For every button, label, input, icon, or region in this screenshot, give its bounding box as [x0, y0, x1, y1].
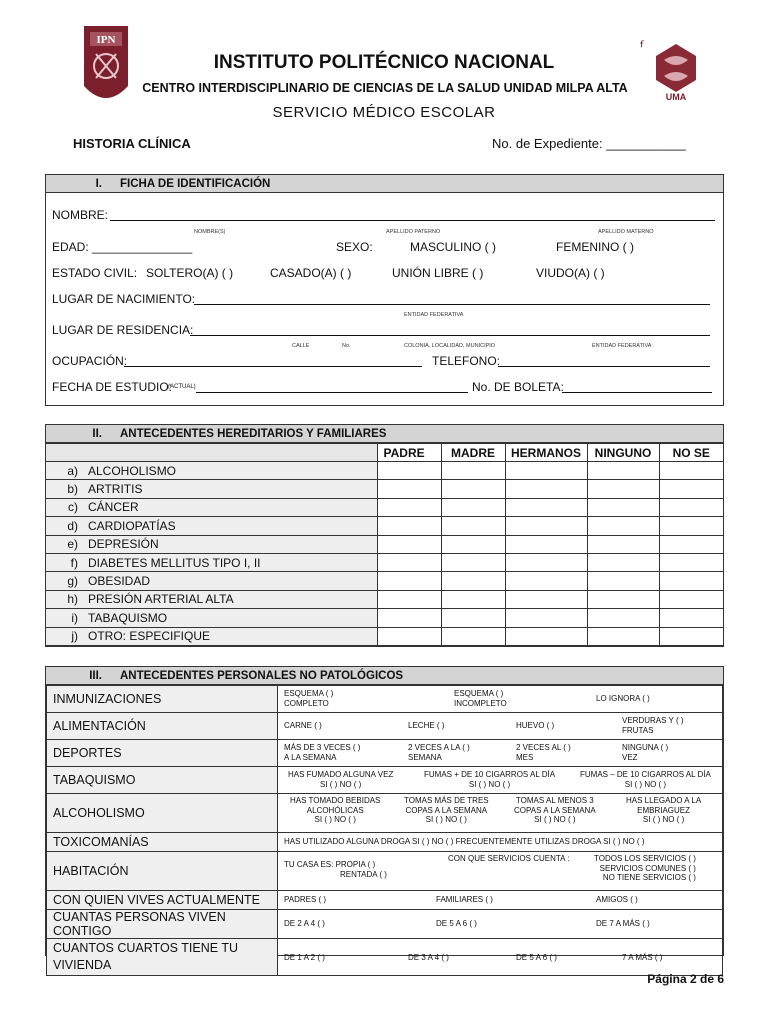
checkbox-cell[interactable]	[377, 609, 441, 627]
checkbox-cell[interactable]	[505, 627, 587, 645]
checkbox-cell[interactable]	[441, 517, 505, 535]
row-label: HABITACIÓN	[47, 852, 278, 891]
hereditario-row: c) CÁNCER	[46, 498, 723, 516]
option-text[interactable]: 2 VECES AL ( ) MES	[516, 743, 571, 762]
checkbox-cell[interactable]	[377, 535, 441, 553]
checkbox-cell[interactable]	[659, 572, 723, 590]
row-label: DEPORTES	[47, 740, 278, 767]
row-label: CUANTOS CUARTOS TIENE TU VIVIENDA	[47, 939, 278, 976]
row-label: CON QUIEN VIVES ACTUALMENTE	[47, 891, 278, 910]
option-text[interactable]: NINGUNA ( ) VEZ	[622, 743, 669, 762]
institution-title: INSTITUTO POLITÉCNICO NACIONAL	[213, 52, 555, 73]
checkbox-cell[interactable]	[441, 590, 505, 608]
option-text[interactable]: DE 5 A 6 ( )	[516, 953, 557, 962]
checkbox-cell[interactable]	[505, 553, 587, 571]
checkbox-cell[interactable]	[659, 462, 723, 480]
hereditario-row: i) TABAQUISMO	[46, 609, 723, 627]
hereditario-row: g) OBESIDAD	[46, 572, 723, 590]
checkbox-cell[interactable]	[659, 627, 723, 645]
option-text[interactable]: CON QUE SERVICIOS CUENTA :	[448, 854, 570, 863]
checkbox-cell[interactable]	[505, 480, 587, 498]
option-text[interactable]: TODOS LOS SERVICIOS ( ) SERVICIOS COMUNES ( ) NO TIENE SERVICIOS ( )	[594, 854, 696, 882]
checkbox-cell[interactable]	[587, 553, 659, 571]
checkbox-cell[interactable]	[587, 462, 659, 480]
hereditario-row: h) PRESIÓN ARTERIAL ALTA	[46, 590, 723, 608]
hereditario-row: a) ALCOHOLISMO	[46, 462, 723, 480]
option-text[interactable]: DE 2 A 4 ( )	[284, 919, 325, 928]
checkbox-cell[interactable]	[441, 609, 505, 627]
option-text[interactable]: FUMAS + DE 10 CIGARROS AL DÍA SI ( ) NO ( )	[424, 770, 556, 789]
checkbox-cell[interactable]	[659, 535, 723, 553]
checkbox-cell[interactable]	[659, 553, 723, 571]
checkbox-cell[interactable]	[587, 480, 659, 498]
option-text[interactable]: LECHE ( )	[408, 721, 445, 730]
option-text[interactable]: TU CASA ES: PROPIA ( ) RENTADA ( )	[284, 860, 387, 879]
checkbox-cell[interactable]	[587, 590, 659, 608]
checkbox-cell[interactable]	[587, 517, 659, 535]
option-text[interactable]: DE 3 A 4 ( )	[408, 953, 449, 962]
option-text[interactable]: DE 7 A MÁS ( )	[596, 919, 650, 928]
option-text[interactable]: LO IGNORA ( )	[596, 694, 650, 703]
row-label: TOXICOMANÍAS	[47, 833, 278, 852]
service-title: SERVICIO MÉDICO ESCOLAR	[272, 104, 496, 121]
checkbox-cell[interactable]	[377, 462, 441, 480]
checkbox-cell[interactable]	[659, 517, 723, 535]
hereditario-row: d) CARDIOPATÍAS	[46, 517, 723, 535]
option-text[interactable]: 7 A MÁS ( )	[622, 953, 663, 962]
checkbox-cell[interactable]	[505, 609, 587, 627]
checkbox-cell[interactable]	[587, 535, 659, 553]
section-personales: III. ANTECEDENTES PERSONALES NO PATOLÓGICOS INMUNIZACIONES ESQUEMA ( ) COMPLETO ESQUEMA ( ) INCOMPLETO LO IGNORA ( ) ALIMENTACIÓN CARNE ( ) LECHE ( ) HUEVO ( ) VERDURAS Y ( ) FRUTAS DEPORTES MÁS DE 3 VECES ( ) A LA SEMANA 2 VECES A LA ( ) SEMANA 2 VECES AL ( ) MES NINGUNA ( ) VEZ TABAQUISMO HAS FUMADO ALGUNA VEZ SI ( ) NO ( ) FUMAS + DE 10 CIGARROS AL DÍA SI ( ) NO ( ) FUMAS – DE 10 CIGARROS AL DÍA SI ( ) NO ( ) ALCOHOLISMO HAS TOMADO BEBIDAS ALCOHÓLICAS SI ( ) NO ( ) TOMAS MÁS DE TRES COPAS A LA SEMANA SI ( ) NO ( ) TOMAS AL MENOS 3 COPAS A LA SEMANA SI ( ) NO ( ) HAS LLEGADO A LA EMBRIAGUEZ SI ( ) NO ( ) TOXICOMANÍAS HAS UTILIZADO ALGUNA DROGA SI ( ) NO ( ) FRECUENTEMENTE UTILIZAS DROGA SI ( ) NO ( ) HABITACIÓN TU CASA ES: PROPIA ( ) RENTADA ( ) CON QUE SERVICIOS CUENTA : TODOS LOS SERVICIOS ( ) SERVICIOS COMUNES ( ) NO TIENE SERVICIOS ( ) CON QUIEN VIVES ACTUALMENTE PADRES ( ) FAMILIARES ( ) AMIGOS ( ) CUANTAS PERSONAS VIVEN CONTIGO DE 2 A 4 ( ) DE 5 A 6 ( ) DE 7 A MÁS ( ) CUANTOS CUARTOS TIENE TU VIVIENDA DE 1 A 2 ( ) DE 3 A 4 ( ) DE 5 A 6 ( ) 7 A MÁS ( )	[45, 666, 724, 956]
svg-text:ꬵ: ꬵ	[640, 40, 644, 51]
hereditario-row: f) DIABETES MELLITUS TIPO I, II	[46, 553, 723, 571]
checkbox-cell[interactable]	[441, 462, 505, 480]
checkbox-cell[interactable]	[659, 609, 723, 627]
option-text[interactable]: ESQUEMA ( ) INCOMPLETO	[454, 689, 507, 708]
option-text[interactable]: TOMAS AL MENOS 3 COPAS A LA SEMANA SI ( ) NO ( )	[514, 796, 596, 824]
checkbox-cell[interactable]	[377, 517, 441, 535]
checkbox-cell[interactable]	[441, 627, 505, 645]
center-title: CENTRO INTERDISCIPLINARIO DE CIENCIAS DE LA SALUD UNIDAD MILPA ALTA	[142, 81, 628, 95]
svg-text:UMA: UMA	[665, 92, 687, 102]
option-text[interactable]: 2 VECES A LA ( ) SEMANA	[408, 743, 470, 762]
hereditario-row: j) OTRO: ESPECIFIQUE	[46, 627, 723, 645]
checkbox-cell[interactable]	[377, 590, 441, 608]
option-text[interactable]: HAS TOMADO BEBIDAS ALCOHÓLICAS SI ( ) NO ( )	[290, 796, 381, 824]
row-label: CUANTAS PERSONAS VIVEN CONTIGO	[47, 910, 278, 939]
hereditarios-table: PADRE MADRE HERMANOS NINGUNO NO SE a) ALCOHOLISMO b) ARTRITIS c) CÁNCER d) CARDIOPATÍAS e) DEPRESIÓN f) DIABETES MELLITUS TIPO I, II g) OBESIDAD h) PRESIÓN ARTERIAL ALTA i) TABAQUISMO j) OTRO: ESPECIFIQUE	[46, 443, 723, 646]
checkbox-cell[interactable]	[659, 498, 723, 516]
option-text[interactable]: PADRES ( )	[284, 895, 327, 904]
personales-table	[46, 685, 723, 976]
checkbox-cell[interactable]	[441, 480, 505, 498]
checkbox-cell[interactable]	[587, 572, 659, 590]
checkbox-cell[interactable]	[441, 572, 505, 590]
row-label: INMUNIZACIONES	[47, 686, 278, 713]
option-text[interactable]: FUMAS – DE 10 CIGARROS AL DÍA SI ( ) NO ( )	[580, 770, 711, 789]
checkbox-cell[interactable]	[441, 535, 505, 553]
checkbox-cell[interactable]	[587, 609, 659, 627]
checkbox-cell[interactable]	[377, 553, 441, 571]
option-text[interactable]: HAS FUMADO ALGUNA VEZ SI ( ) NO ( )	[288, 770, 394, 789]
expediente-field[interactable]: No. de Expediente: ___________	[492, 136, 686, 151]
checkbox-cell[interactable]	[505, 498, 587, 516]
section-identificacion: I. FICHA DE IDENTIFICACIÓN NOMBRE: NOMBRE(S) APELLIDO PATERNO APELLIDO MATERNO EDAD: _______________ SEXO: MASCULINO ( ) FEMENINO ( ) ESTADO CIVIL: SOLTERO(A) ( ) CASADO(A) ( ) UNIÓN LIBRE ( ) VIUDO(A) ( ) LUGAR DE NACIMIENTO: ENTIDAD FEDERATIVA LUGAR DE RESIDENCIA: CALLE No. COLONIA, LOCALIDAD, MUNICIPIO ENTIDAD FEDERATIVA OCUPACIÓN: TELEFONO: FECHA DE ESTUDIO: (ACTUAL) No. DE BOLETA:	[45, 174, 724, 406]
option-text[interactable]: DE 1 A 2 ( )	[284, 953, 325, 962]
checkbox-cell[interactable]	[377, 498, 441, 516]
row-label: ALIMENTACIÓN	[47, 713, 278, 740]
option-text[interactable]: HAS UTILIZADO ALGUNA DROGA SI ( ) NO ( ) FRECUENTEMENTE UTILIZAS DROGA SI ( ) NO ( )	[284, 837, 645, 846]
checkbox-cell[interactable]	[441, 498, 505, 516]
option-text[interactable]: TOMAS MÁS DE TRES COPAS A LA SEMANA SI ( ) NO ( )	[404, 796, 489, 824]
row-label: ALCOHOLISMO	[47, 794, 278, 833]
section-hereditarios: II. ANTECEDENTES HEREDITARIOS Y FAMILIARES PADRE MADRE HERMANOS NINGUNO NO SE a) ALCOHOLISMO b) ARTRITIS c) CÁNCER d) CARDIOPATÍAS e) DEPRESIÓN f) DIABETES MELLITUS TIPO I, II g) OBESIDAD h) PRESIÓN ARTERIAL ALTA i) TABAQUISMO j) OTRO: ESPECIFIQUE	[45, 424, 724, 647]
checkbox-cell[interactable]	[659, 590, 723, 608]
checkbox-cell[interactable]	[587, 498, 659, 516]
checkbox-cell[interactable]	[659, 480, 723, 498]
page-number: Página 2 de 6	[647, 972, 724, 986]
option-text[interactable]: HUEVO ( )	[516, 721, 555, 730]
checkbox-cell[interactable]	[505, 535, 587, 553]
checkbox-cell[interactable]	[505, 590, 587, 608]
form-title: HISTORIA CLÍNICA	[73, 136, 191, 151]
hereditario-row: b) ARTRITIS	[46, 480, 723, 498]
checkbox-cell[interactable]	[505, 462, 587, 480]
checkbox-cell[interactable]	[377, 627, 441, 645]
checkbox-cell[interactable]	[505, 572, 587, 590]
row-label: TABAQUISMO	[47, 767, 278, 794]
option-text[interactable]: ESQUEMA ( ) COMPLETO	[284, 689, 334, 708]
option-text[interactable]: AMIGOS ( )	[596, 895, 638, 904]
checkbox-cell[interactable]	[377, 572, 441, 590]
svg-text:IPN: IPN	[96, 34, 116, 46]
checkbox-cell[interactable]	[587, 627, 659, 645]
option-text[interactable]: HAS LLEGADO A LA EMBRIAGUEZ SI ( ) NO ( )	[626, 796, 702, 824]
checkbox-cell[interactable]	[441, 553, 505, 571]
hereditario-row: e) DEPRESIÓN	[46, 535, 723, 553]
option-text[interactable]: MÁS DE 3 VECES ( ) A LA SEMANA	[284, 743, 361, 762]
checkbox-cell[interactable]	[505, 517, 587, 535]
checkbox-cell[interactable]	[377, 480, 441, 498]
option-text[interactable]: CARNE ( )	[284, 721, 322, 730]
option-text[interactable]: FAMILIARES ( )	[436, 895, 493, 904]
option-text[interactable]: VERDURAS Y ( ) FRUTAS	[622, 716, 684, 735]
option-text[interactable]: DE 5 A 6 ( )	[436, 919, 477, 928]
section-title: FICHA DE IDENTIFICACIÓN	[120, 177, 271, 190]
